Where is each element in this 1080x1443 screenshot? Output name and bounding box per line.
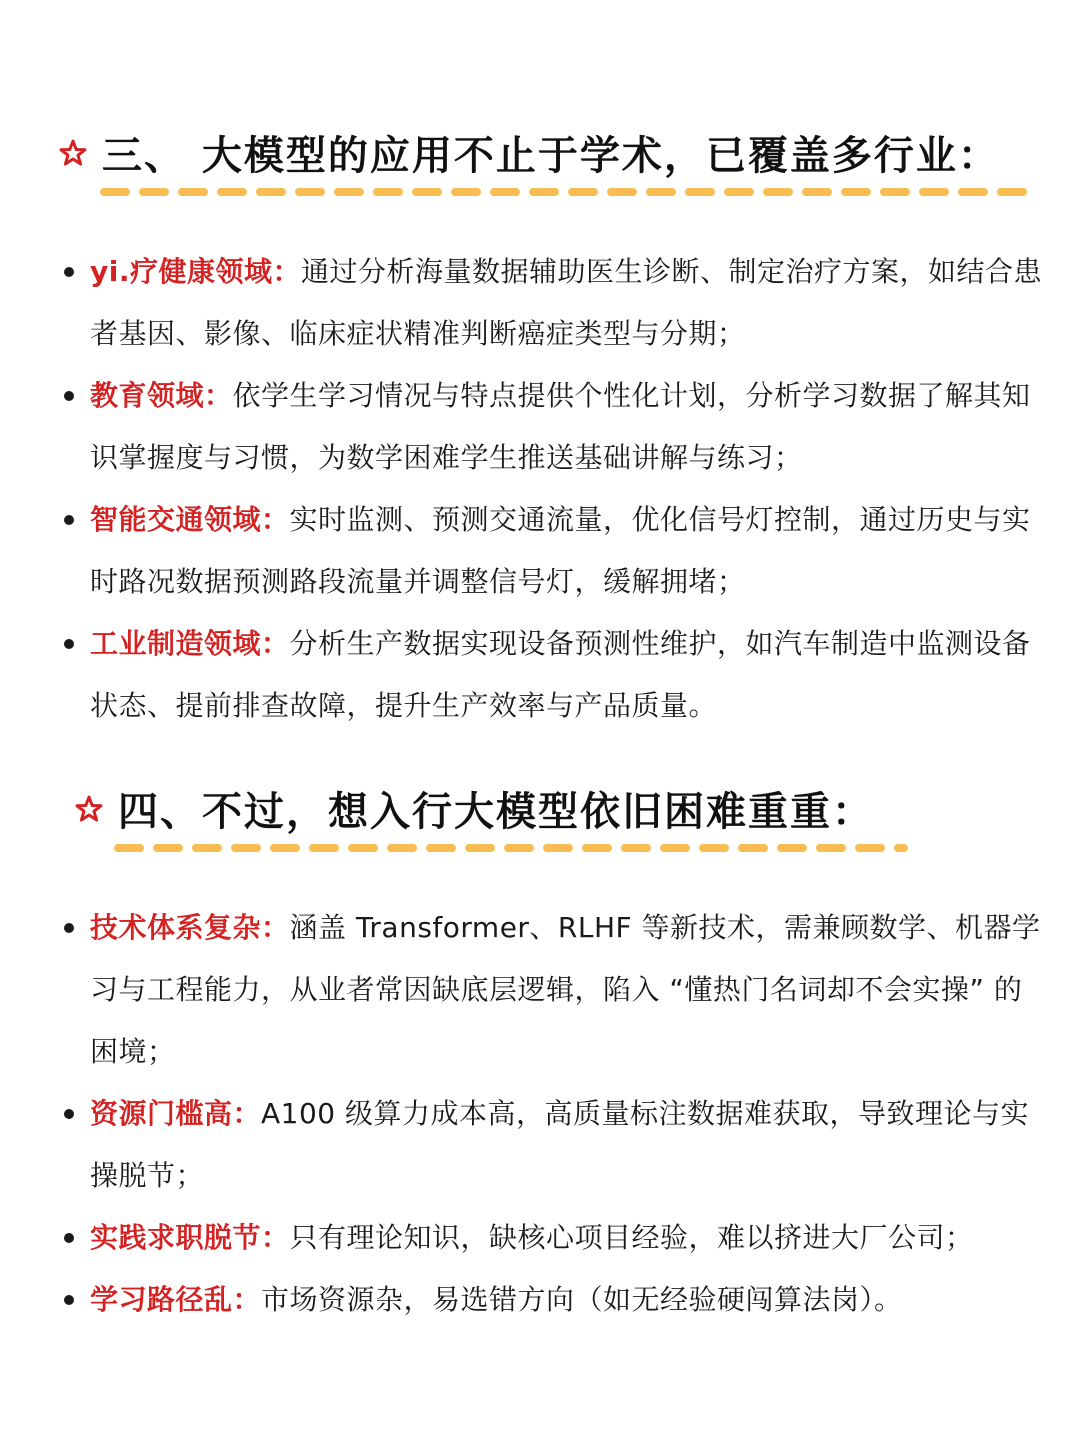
list-item-term: 教育领域：	[90, 379, 233, 412]
list-item-term: 工业制造领域：	[90, 627, 290, 660]
section3-heading	[58, 124, 1000, 181]
bullet-dot	[64, 1109, 74, 1119]
section4-heading	[74, 780, 874, 837]
list-item	[60, 897, 1045, 1083]
list-item	[60, 1083, 1045, 1207]
list-item	[60, 613, 1045, 737]
list-item-term: 学习路径乱：	[90, 1283, 262, 1316]
list-item-term: 资源门槛高：	[90, 1097, 262, 1130]
section4-dashed-underline	[114, 844, 908, 852]
list-item-term: yi.疗健康领域：	[90, 255, 301, 288]
bullet-dot	[64, 515, 74, 525]
list-item-desc: 分析生产数据实现设备预测性维护，如汽车制造中监测设备状态、提前排查故障，提升生产效率与产品质量。	[90, 627, 1031, 722]
bullet-dot	[64, 1233, 74, 1243]
section3-list	[60, 241, 1045, 737]
section4-list	[60, 897, 1045, 1331]
bullet-dot	[64, 923, 74, 933]
section4-title: 四、不过，想入行大模型依旧困难重重：	[118, 789, 874, 835]
list-item	[60, 489, 1045, 613]
list-item-term: 实践求职脱节：	[90, 1221, 290, 1254]
section3-title: 三、 大模型的应用不止于学术，已覆盖多行业：	[102, 133, 1000, 179]
list-item	[60, 241, 1045, 365]
bullet-dot	[64, 639, 74, 649]
list-item-desc: 实时监测、预测交通流量，优化信号灯控制，通过历史与实时路况数据预测路段流量并调整信号灯，缓解拥堵；	[90, 503, 1031, 598]
bullet-dot	[64, 1295, 74, 1305]
list-item-term: 技术体系复杂：	[90, 911, 290, 944]
list-item-term: 智能交通领域：	[90, 503, 290, 536]
list-item-desc: 市场资源杂，易选错方向（如无经验硬闯算法岗）。	[261, 1283, 903, 1316]
list-item	[60, 365, 1045, 489]
list-item	[60, 1269, 1045, 1331]
star-icon	[74, 794, 104, 824]
list-item-desc: 依学生学习情况与特点提供个性化计划，分析学习数据了解其知识掌握度与习惯，为数学困难学生推送基础讲解与练习；	[90, 379, 1031, 474]
list-item-desc: 只有理论知识，缺核心项目经验，难以挤进大厂公司；	[289, 1221, 974, 1254]
section3-dashed-underline	[100, 188, 1032, 196]
bullet-dot	[64, 391, 74, 401]
list-item	[60, 1207, 1045, 1269]
star-icon	[58, 138, 88, 168]
list-item-desc: 涵盖 Transformer、RLHF 等新技术，需兼顾数学、机器学习与工程能力，从业者常因缺底层逻辑，陷入 “懂热门名词却不会实操” 的困境；	[90, 911, 1041, 1068]
list-item-desc: A100 级算力成本高，高质量标注数据难获取，导致理论与实操脱节；	[90, 1097, 1030, 1192]
list-item-desc: 通过分析海量数据辅助医生诊断、制定治疗方案，如结合患者基因、影像、临床症状精准判断癌症类型与分期；	[90, 255, 1043, 350]
bullet-dot	[64, 267, 74, 277]
